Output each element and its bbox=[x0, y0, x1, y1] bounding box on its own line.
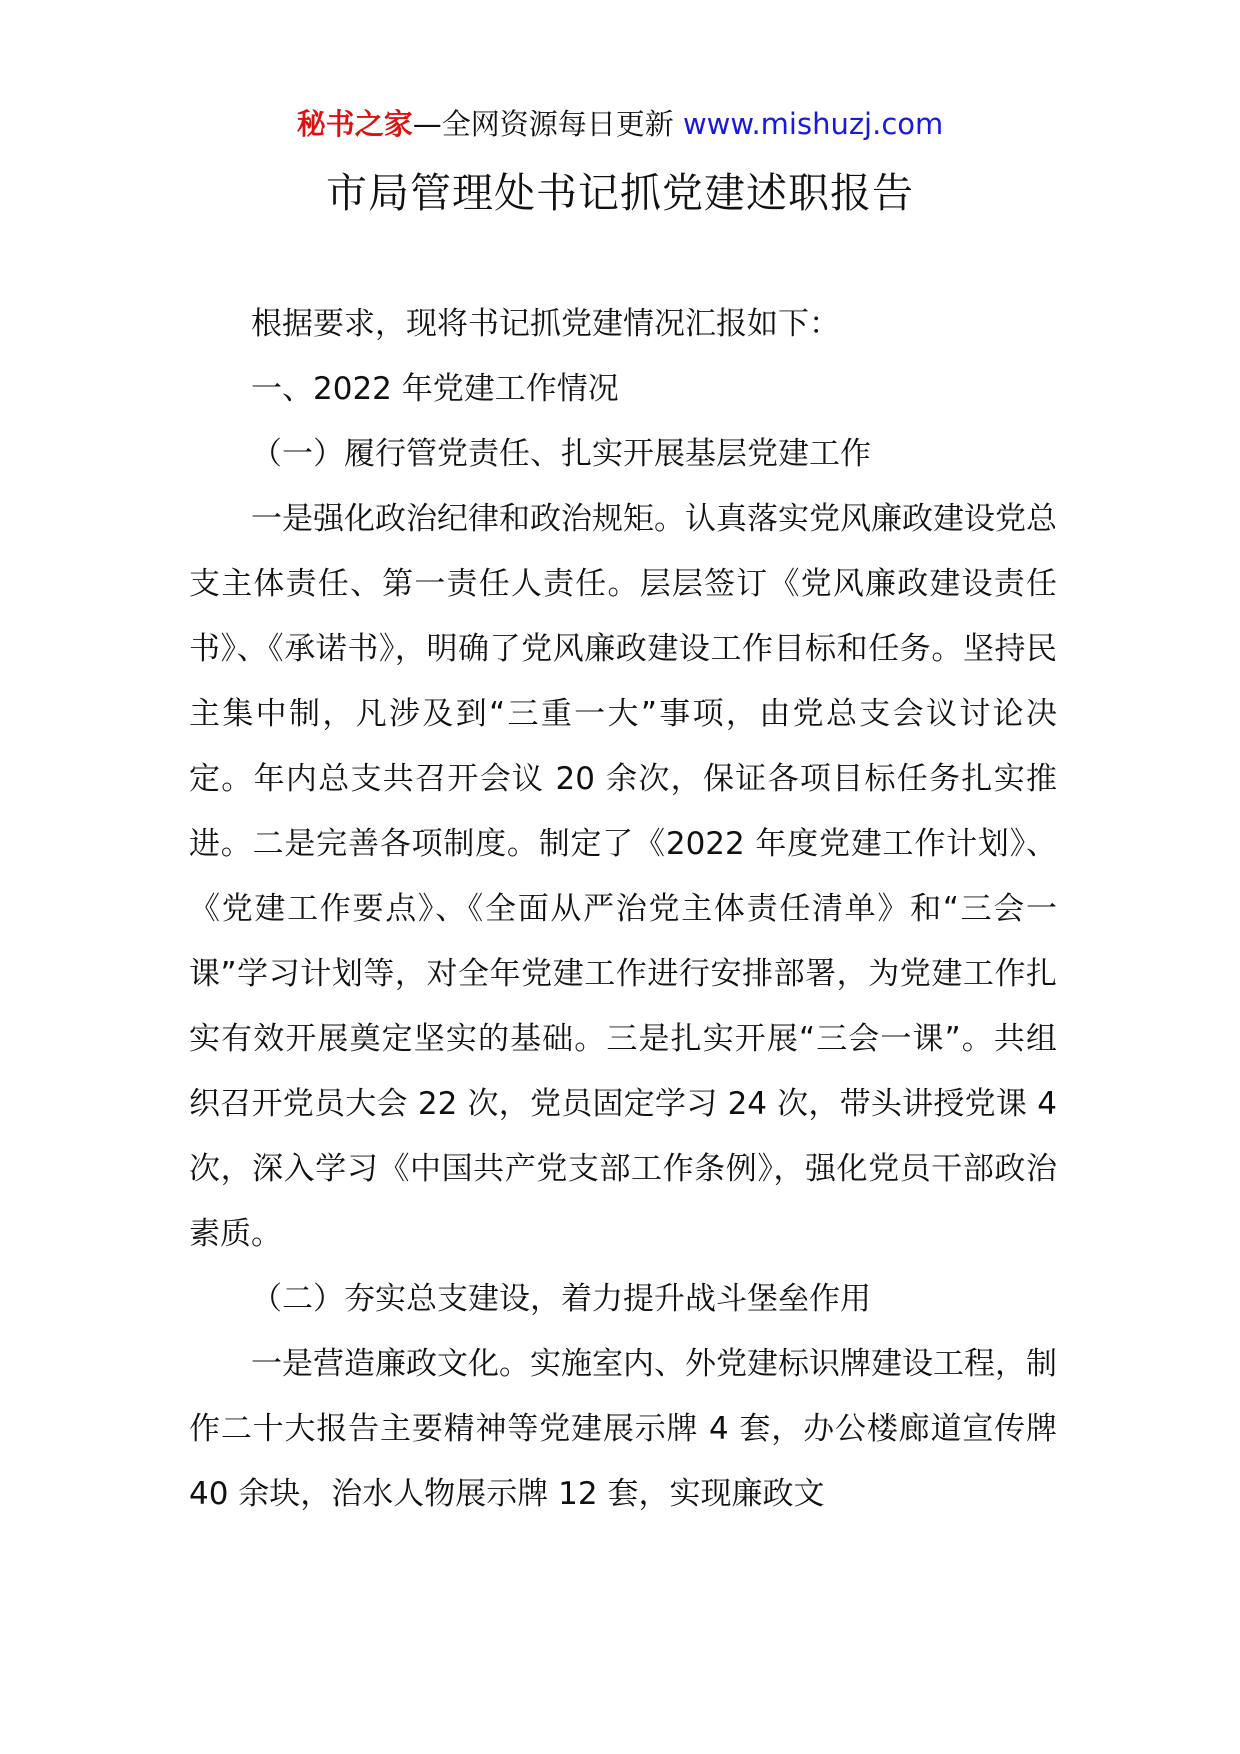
body-paragraph: 一是强化政治纪律和政治规矩。认真落实党风廉政建设党总支主体责任、第一责任人责任。层层签订《党风廉政建设责任书》、《承诺书》，明确了党风廉政建设工作目标和任务。坚持民主集中制，凡涉及到“三重一大”事项，由党总支会议讨论决定。年内总支共召开会议 20 余次，保证各项目标任务扎实推进。二是完善各项制度。制定了《2022 年度党建工作计划》、《党建工作要点》、《全面从严治党主体责任清单》和“三会一课”学习计划等，对全年党建工作进行安排部署，为党建工作扎实有效开展奠定坚实的基础。三是扎实开展“三会一课”。共组织召开党员大会 22 次，党员固定学习 24 次，带头讲授党课 4 次，深入学习《中国共产党支部工作条例》，强化党员干部政治素质。 bbox=[189, 501, 1057, 1252]
document-title: 市局管理处书记抓党建述职报告 bbox=[326, 169, 914, 217]
site-header bbox=[0, 100, 1240, 148]
site-tagline: —全网资源每日更新 bbox=[412, 107, 683, 141]
subsection-heading: （一）履行管党责任、扎实开展基层党建工作 bbox=[251, 436, 871, 472]
site-brand: 秘书之家 bbox=[296, 107, 413, 141]
section-heading: 一、2022 年党建工作情况 bbox=[251, 371, 619, 407]
intro-paragraph: 根据要求，现将书记抓党建情况汇报如下： bbox=[251, 306, 840, 342]
document-body bbox=[189, 292, 1057, 1527]
subsection-heading: （二）夯实总支建设，着力提升战斗堡垒作用 bbox=[251, 1281, 871, 1317]
body-paragraph: 一是营造廉政文化。实施室内、外党建标识牌建设工程，制作二十大报告主要精神等党建展示牌 4 套，办公楼廊道宣传牌 40 余块，治水人物展示牌 12 套，实现廉政文 bbox=[189, 1346, 1057, 1512]
site-url-link[interactable]: www.mishuzj.com bbox=[682, 107, 944, 141]
